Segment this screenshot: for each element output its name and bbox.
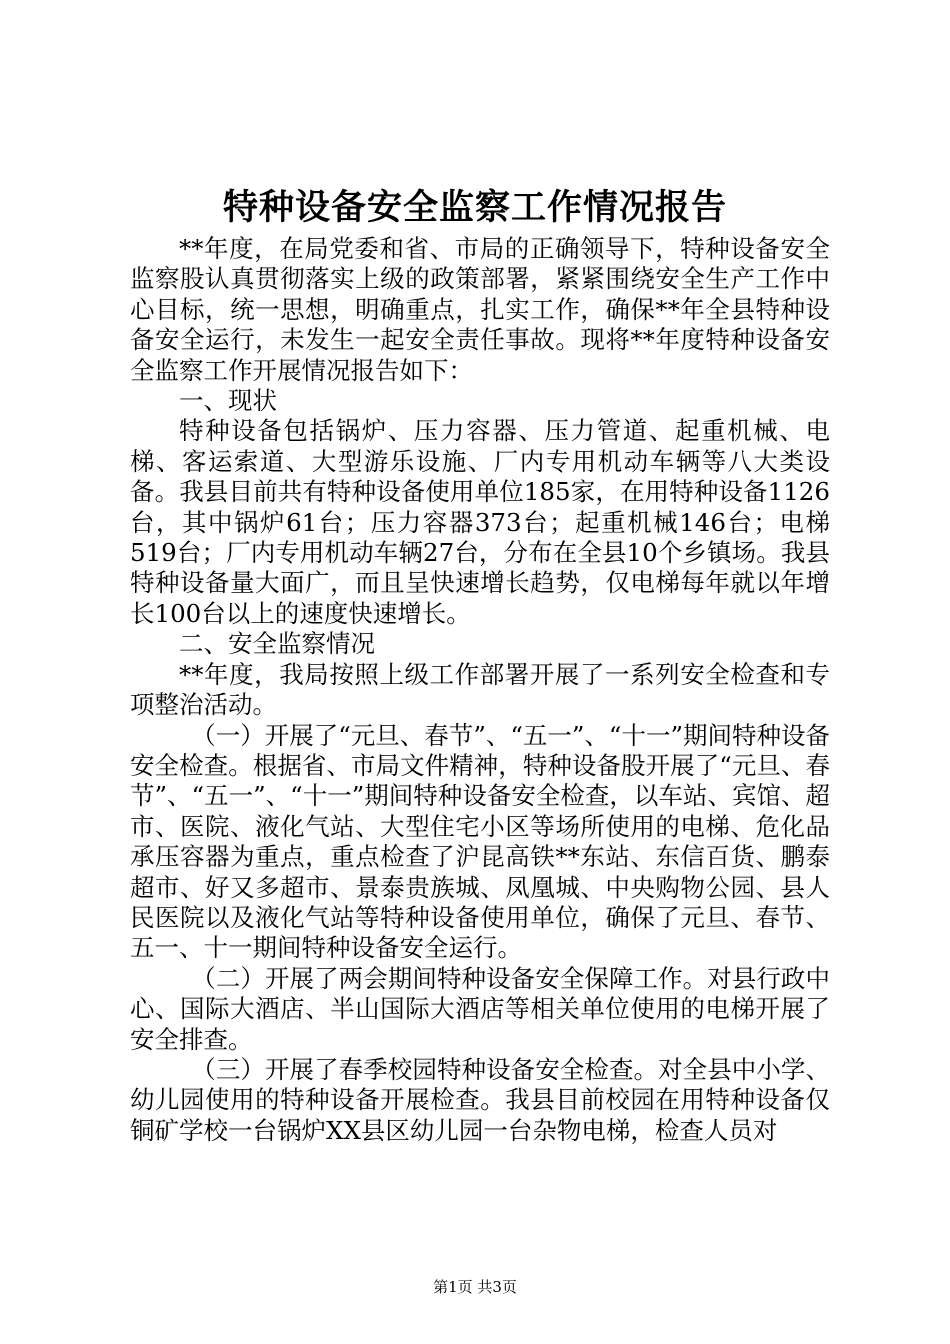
- holiday-inspection-paragraph: （一）开展了“元旦、春节”、“五一”、“十一”期间特种设备安全检查。根据省、市局文件精神，特种设备股开展了“元旦、春节”、“五一”、“十一”期间特种设备安全检查，以车站、宾馆、超市、医院、液化气站、大型住宅小区等场所使用的电梯、危化品承压容器为重点，重点检查了沪昆高铁**东站、东信百货、鹏泰超市、好又多超市、景泰贵族城、凤凰城、中央购物公园、县人民医院以及液化气站等特种设备使用单位，确保了元旦、春节、五一、十一期间特种设备安全运行。: [130, 720, 830, 963]
- intro-paragraph: **年度，在局党委和省、市局的正确领导下，特种设备安全监察股认真贯彻落实上级的政策部署，紧紧围绕安全生产工作中心目标，统一思想，明确重点，扎实工作，确保**年全县特种设备安全运行，未发生一起安全责任事故。现将**年度特种设备安全监察工作开展情况报告如下：: [130, 234, 830, 385]
- two-sessions-paragraph: （二）开展了两会期间特种设备安全保障工作。对县行政中心、国际大酒店、半山国际大酒店等相关单位使用的电梯开展了安全排查。: [130, 963, 830, 1054]
- campus-inspection-paragraph: （三）开展了春季校园特种设备安全检查。对全县中小学、幼儿园使用的特种设备开展检查。我县目前校园在用特种设备仅铜矿学校一台锅炉XX县区幼儿园一台杂物电梯，检查人员对: [130, 1054, 830, 1145]
- section-heading-status: 一、现状: [179, 386, 277, 416]
- supervision-intro-paragraph: **年度，我局按照上级工作部署开展了一系列安全检查和专项整治活动。: [130, 659, 830, 720]
- document-body: [130, 234, 830, 1146]
- document-title: 特种设备安全监察工作情况报告: [222, 187, 727, 228]
- section-heading-supervision: 二、安全监察情况: [179, 629, 375, 659]
- status-paragraph: 特种设备包括锅炉、压力容器、压力管道、起重机械、电梯、客运索道、大型游乐设施、厂内专用机动车辆等八大类设备。我县目前共有特种设备使用单位185家，在用特种设备1126台，其中锅炉61台；压力容器373台；起重机械146台；电梯519台；厂内专用机动车辆27台，分布在全县10个乡镇场。我县特种设备量大面广，而且呈快速增长趋势，仅电梯每年就以年增长100台以上的速度快速增长。: [130, 416, 830, 628]
- page-footer: 第1页 共3页: [433, 1278, 517, 1296]
